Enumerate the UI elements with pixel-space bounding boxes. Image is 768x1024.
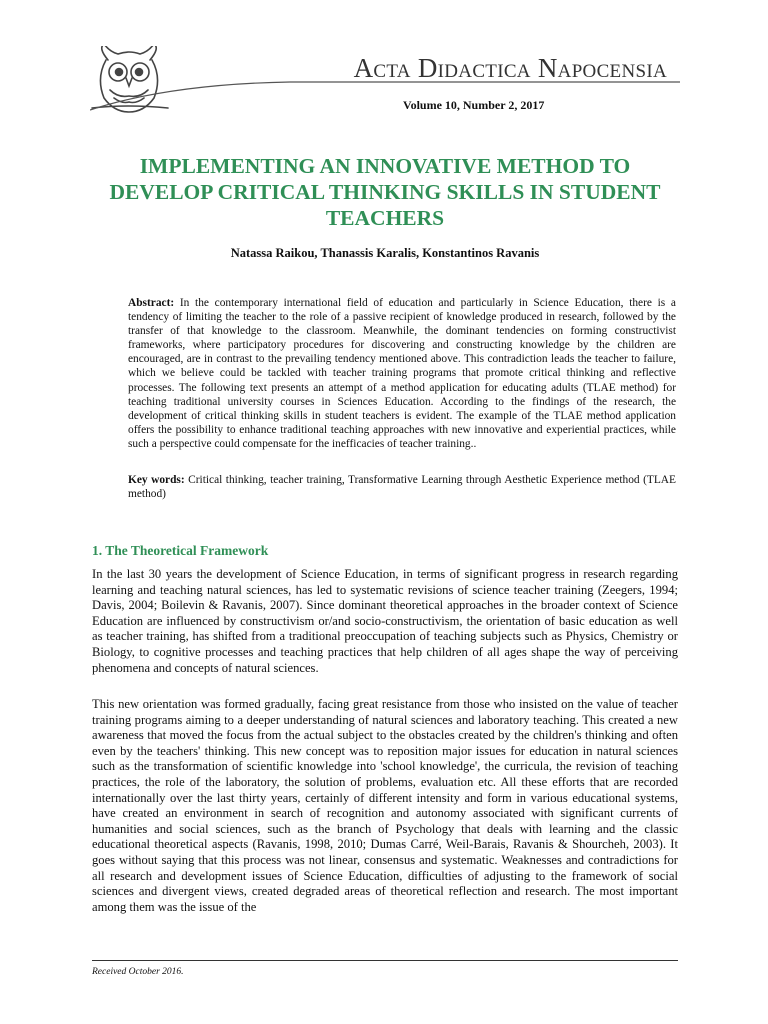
body-paragraph-2: This new orientation was formed gradually, facing great resistance from those who insisted on the value of teacher training programs aiming to a deeper understanding of natural sciences and laboratory teaching. This created a new awareness that moved the focus from the actual subject to the obstacles created by the children's thinking and often even by the teachers' thinking. This new concept was to reposition major issues for education in natural sciences such as the transformation of scientific knowledge into 'school knowledge', the curricula, the revision of teaching practices, the role of the laboratory, the solution of problems, evaluation etc. All these efforts that are recorded internationally over the last thirty years, certainly of different intensity and form in various educational systems, have created an environment in search of recognition and autonomy associated with significant currents of humanities and social sciences, such as the branch of Psychology that deals with learning and the classic educational theoretical aspects (Ravanis, 1998, 2010; Dumas Carré, Weil-Barais, Ravanis & Shourcheh, 2003). It goes without saying that this process was not linear, consensus and systematic. Weaknesses and contradictions for all research and development issues of Science Education, difficulties of adjusting to the framework of social sciences and divergent views, created degraded areas of theoretical reflection and research. The most important among them was the issue of the xyxy=(92,697,678,914)
authors: Natassa Raikou, Thanassis Karalis, Konstantinos Ravanis xyxy=(230,246,540,260)
received-date: Received October 2016. xyxy=(92,967,184,977)
section-heading: 1. The Theoretical Framework xyxy=(92,543,269,558)
abstract-text: In the contemporary international field of education and particularly in Science Education, there is a tendency of limiting the teacher to the role of a passive recipient of knowledge produced in research, followed by the transfer of that knowledge to the classroom. Meanwhile, the dominant tendencies on forming constructivist frameworks, where participatory procedures for discovering and constructing knowledge by the children are encouraged, are in contrast to the prevailing tendency mentioned above. This contradiction leads the teacher to failure, which we believe could be tackled with teacher training programs that promote critical thinking and reflective processes. The following text presents an attempt of a method application for educating adults (TLAE method) for teaching traditional university courses in Sciences Education. According to the findings of the research, the development of critical thinking skills in student teachers is evident. The example of the TLAE method application offers the possibility to enhance traditional teaching approaches with new innovative and experiential practices, while such a perspective could compensate for the inefficacies of teacher training.. xyxy=(128,297,676,450)
journal-title: Acta Didactica Napocensia xyxy=(353,53,667,83)
keywords-text: Critical thinking, teacher training, Transformative Learning through Aesthetic Experience method (TLAE method) xyxy=(128,474,676,501)
keywords xyxy=(128,473,676,501)
abstract xyxy=(128,296,676,451)
keywords-label: Key words: xyxy=(128,474,185,486)
abstract-label: Abstract: xyxy=(128,297,175,309)
body-paragraph-1: In the last 30 years the development of Science Education, in terms of significant progress in research regarding learning and teaching natural sciences, has led to systematic revisions of science teacher training (Zeegers, 1994; Davis, 2004; Boilevin & Ravanis, 2007). Since dominant theoretical approaches in the broader context of Science Education are influenced by constructivism or/and socio-constructivism, the orientation of basic education as well as teacher training, has shifted from a traditional preoccupation of teaching subjects such as Physics, Chemistry or Biology, to cognitive processes and teaching practices that help children of all ages shape the way of perceiving phenomena and concepts of natural sciences. xyxy=(92,567,678,675)
volume-info: Volume 10, Number 2, 2017 xyxy=(403,98,545,112)
paper-title: IMPLEMENTING AN INNOVATIVE METHOD TO DEVELOP CRITICAL THINKING SKILLS IN STUDENT TEACHERS xyxy=(109,154,661,230)
footer-rule xyxy=(92,960,678,961)
header-rule xyxy=(90,72,680,112)
